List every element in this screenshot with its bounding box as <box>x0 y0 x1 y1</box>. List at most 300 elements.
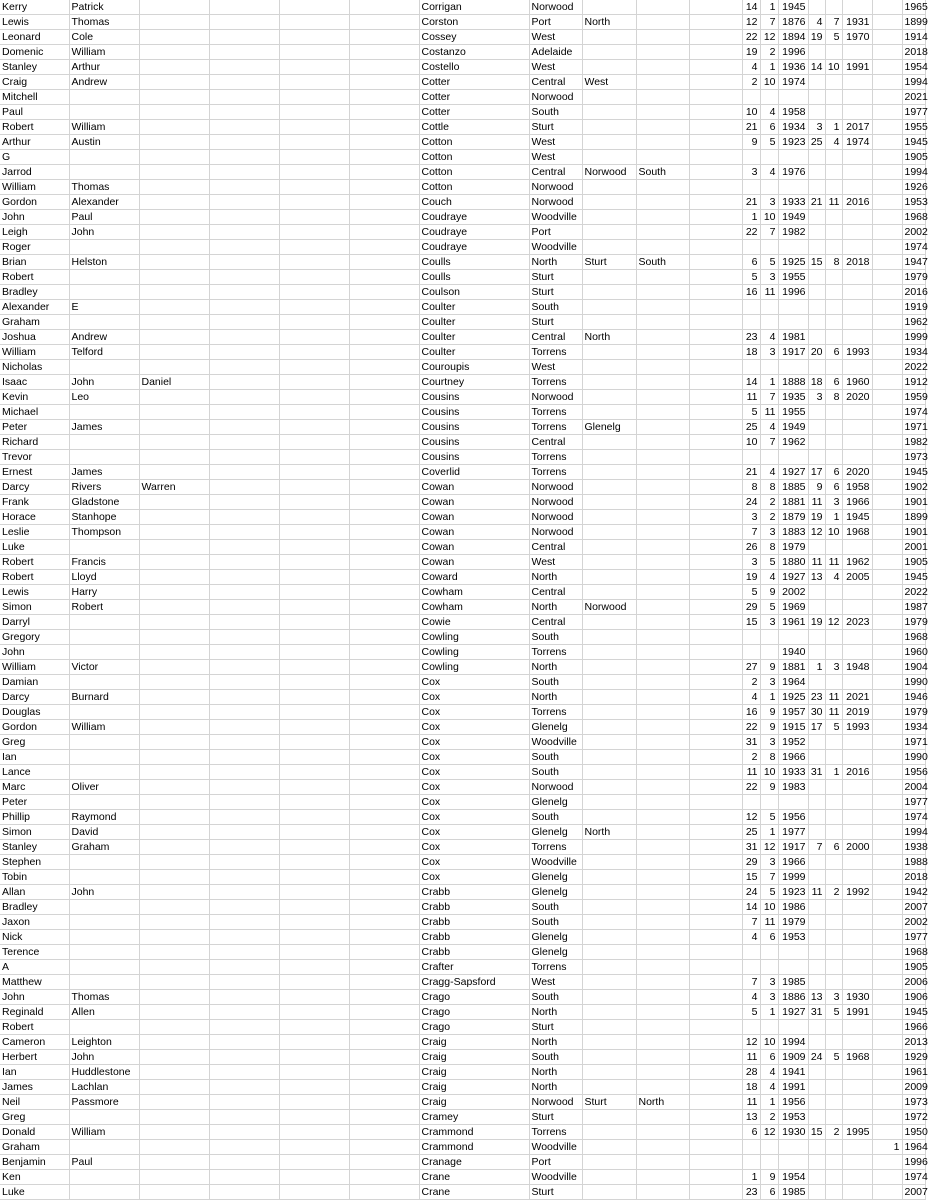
cell[interactable]: Sturt <box>582 1095 636 1110</box>
cell[interactable]: Sturt <box>529 1020 582 1035</box>
cell[interactable]: 29 <box>742 855 760 870</box>
cell[interactable]: John <box>0 990 69 1005</box>
cell[interactable] <box>209 840 279 855</box>
cell[interactable] <box>139 810 209 825</box>
cell[interactable]: 4 <box>760 105 778 120</box>
cell[interactable]: John <box>69 1050 139 1065</box>
cell[interactable] <box>209 90 279 105</box>
cell[interactable]: 1994 <box>778 1035 808 1050</box>
cell[interactable]: Richard <box>0 435 69 450</box>
cell[interactable]: 1930 <box>778 1125 808 1140</box>
cell[interactable] <box>872 375 902 390</box>
cell[interactable] <box>778 1155 808 1170</box>
cell[interactable] <box>842 1035 872 1050</box>
cell[interactable] <box>825 900 842 915</box>
cell[interactable] <box>209 375 279 390</box>
cell[interactable]: 11 <box>742 1095 760 1110</box>
cell[interactable] <box>689 330 742 345</box>
cell[interactable] <box>279 465 349 480</box>
cell[interactable] <box>636 840 689 855</box>
cell[interactable] <box>760 945 778 960</box>
cell[interactable]: Greg <box>0 735 69 750</box>
cell[interactable]: South <box>529 105 582 120</box>
cell[interactable]: 4 <box>742 930 760 945</box>
cell[interactable] <box>808 150 825 165</box>
cell[interactable]: 1 <box>825 765 842 780</box>
cell[interactable] <box>825 750 842 765</box>
cell[interactable] <box>209 540 279 555</box>
cell[interactable]: Cottle <box>419 120 529 135</box>
cell[interactable] <box>636 1125 689 1140</box>
cell[interactable] <box>636 1080 689 1095</box>
cell[interactable] <box>808 1095 825 1110</box>
cell[interactable] <box>209 195 279 210</box>
cell[interactable]: 14 <box>742 0 760 15</box>
cell[interactable] <box>778 90 808 105</box>
cell[interactable] <box>872 945 902 960</box>
cell[interactable] <box>139 600 209 615</box>
cell[interactable] <box>279 390 349 405</box>
cell[interactable]: John <box>69 375 139 390</box>
cell[interactable] <box>582 765 636 780</box>
cell[interactable] <box>808 600 825 615</box>
cell[interactable]: 30 <box>808 705 825 720</box>
cell[interactable]: Frank <box>0 495 69 510</box>
cell[interactable] <box>582 855 636 870</box>
cell[interactable] <box>139 270 209 285</box>
cell[interactable] <box>349 225 419 240</box>
cell[interactable] <box>69 1110 139 1125</box>
cell[interactable]: North <box>529 255 582 270</box>
cell[interactable] <box>209 225 279 240</box>
cell[interactable]: 1905 <box>902 150 925 165</box>
cell[interactable]: Luke <box>0 540 69 555</box>
cell[interactable] <box>349 1185 419 1200</box>
cell[interactable]: 5 <box>742 585 760 600</box>
cell[interactable] <box>349 165 419 180</box>
cell[interactable]: 1931 <box>842 15 872 30</box>
cell[interactable]: 2 <box>760 495 778 510</box>
cell[interactable] <box>279 765 349 780</box>
cell[interactable]: William <box>69 720 139 735</box>
cell[interactable] <box>349 300 419 315</box>
cell[interactable] <box>279 15 349 30</box>
cell[interactable]: Benjamin <box>0 1155 69 1170</box>
cell[interactable] <box>209 210 279 225</box>
cell[interactable] <box>842 1110 872 1125</box>
cell[interactable] <box>689 315 742 330</box>
cell[interactable] <box>209 435 279 450</box>
cell[interactable] <box>582 720 636 735</box>
cell[interactable]: 2001 <box>902 540 925 555</box>
cell[interactable]: 1987 <box>902 600 925 615</box>
cell[interactable] <box>139 945 209 960</box>
cell[interactable] <box>139 735 209 750</box>
cell[interactable] <box>689 165 742 180</box>
cell[interactable]: 11 <box>825 690 842 705</box>
cell[interactable]: Robert <box>69 600 139 615</box>
cell[interactable] <box>69 450 139 465</box>
cell[interactable] <box>825 735 842 750</box>
cell[interactable] <box>689 270 742 285</box>
cell[interactable]: 1964 <box>778 675 808 690</box>
cell[interactable] <box>742 945 760 960</box>
cell[interactable] <box>582 270 636 285</box>
cell[interactable]: 3 <box>825 660 842 675</box>
cell[interactable] <box>349 465 419 480</box>
cell[interactable]: 1965 <box>902 0 925 15</box>
cell[interactable] <box>689 735 742 750</box>
cell[interactable] <box>808 1140 825 1155</box>
cell[interactable]: 5 <box>742 270 760 285</box>
cell[interactable]: 12 <box>742 15 760 30</box>
cell[interactable] <box>842 435 872 450</box>
cell[interactable] <box>636 75 689 90</box>
cell[interactable]: Francis <box>69 555 139 570</box>
cell[interactable]: Coulter <box>419 315 529 330</box>
cell[interactable] <box>139 1020 209 1035</box>
cell[interactable] <box>636 120 689 135</box>
cell[interactable] <box>209 285 279 300</box>
cell[interactable] <box>760 450 778 465</box>
cell[interactable] <box>279 975 349 990</box>
cell[interactable]: 1948 <box>842 660 872 675</box>
cell[interactable] <box>139 390 209 405</box>
cell[interactable] <box>279 1155 349 1170</box>
cell[interactable] <box>279 345 349 360</box>
cell[interactable] <box>872 435 902 450</box>
cell[interactable]: 1926 <box>902 180 925 195</box>
cell[interactable] <box>582 540 636 555</box>
cell[interactable]: Thomas <box>69 15 139 30</box>
cell[interactable] <box>279 105 349 120</box>
cell[interactable] <box>69 405 139 420</box>
cell[interactable] <box>636 435 689 450</box>
cell[interactable]: Glenelg <box>582 420 636 435</box>
cell[interactable] <box>139 495 209 510</box>
cell[interactable]: 1930 <box>842 990 872 1005</box>
cell[interactable] <box>279 495 349 510</box>
cell[interactable] <box>69 765 139 780</box>
cell[interactable] <box>842 735 872 750</box>
cell[interactable] <box>279 180 349 195</box>
cell[interactable]: 4 <box>825 570 842 585</box>
cell[interactable]: 1979 <box>778 915 808 930</box>
cell[interactable] <box>842 225 872 240</box>
cell[interactable]: 1974 <box>902 810 925 825</box>
cell[interactable] <box>582 120 636 135</box>
cell[interactable]: Norwood <box>529 510 582 525</box>
cell[interactable] <box>808 1065 825 1080</box>
cell[interactable] <box>139 405 209 420</box>
cell[interactable]: 5 <box>760 600 778 615</box>
cell[interactable] <box>872 1155 902 1170</box>
cell[interactable]: 1925 <box>778 690 808 705</box>
cell[interactable]: James <box>69 465 139 480</box>
cell[interactable] <box>636 720 689 735</box>
cell[interactable] <box>825 180 842 195</box>
cell[interactable] <box>778 360 808 375</box>
cell[interactable]: North <box>529 690 582 705</box>
cell[interactable] <box>808 540 825 555</box>
cell[interactable]: 1901 <box>902 495 925 510</box>
cell[interactable] <box>760 1020 778 1035</box>
cell[interactable]: Paul <box>69 210 139 225</box>
cell[interactable]: Robert <box>0 270 69 285</box>
cell[interactable] <box>808 780 825 795</box>
cell[interactable] <box>689 180 742 195</box>
cell[interactable] <box>139 960 209 975</box>
cell[interactable]: 10 <box>760 210 778 225</box>
cell[interactable] <box>209 1155 279 1170</box>
cell[interactable] <box>349 540 419 555</box>
cell[interactable] <box>582 450 636 465</box>
cell[interactable]: 7 <box>742 525 760 540</box>
cell[interactable] <box>825 45 842 60</box>
cell[interactable]: South <box>529 630 582 645</box>
cell[interactable]: 1899 <box>902 510 925 525</box>
cell[interactable]: North <box>529 660 582 675</box>
cell[interactable] <box>279 990 349 1005</box>
cell[interactable] <box>349 1170 419 1185</box>
cell[interactable]: Gordon <box>0 195 69 210</box>
cell[interactable]: 13 <box>808 990 825 1005</box>
cell[interactable] <box>689 150 742 165</box>
cell[interactable]: 1966 <box>842 495 872 510</box>
cell[interactable]: 1953 <box>902 195 925 210</box>
cell[interactable] <box>279 90 349 105</box>
cell[interactable]: 4 <box>742 60 760 75</box>
cell[interactable] <box>582 510 636 525</box>
cell[interactable] <box>582 840 636 855</box>
cell[interactable] <box>825 1110 842 1125</box>
cell[interactable] <box>808 915 825 930</box>
cell[interactable] <box>349 15 419 30</box>
cell[interactable]: Arthur <box>0 135 69 150</box>
cell[interactable]: 1961 <box>778 615 808 630</box>
cell[interactable]: 2013 <box>902 1035 925 1050</box>
cell[interactable] <box>582 735 636 750</box>
cell[interactable]: 31 <box>742 840 760 855</box>
cell[interactable]: Ian <box>0 1065 69 1080</box>
cell[interactable] <box>636 990 689 1005</box>
cell[interactable] <box>279 870 349 885</box>
cell[interactable]: 9 <box>760 705 778 720</box>
cell[interactable]: 23 <box>742 330 760 345</box>
cell[interactable] <box>139 780 209 795</box>
cell[interactable]: Gordon <box>0 720 69 735</box>
cell[interactable]: Cousins <box>419 390 529 405</box>
cell[interactable] <box>279 1080 349 1095</box>
cell[interactable] <box>209 735 279 750</box>
cell[interactable] <box>872 390 902 405</box>
cell[interactable]: 1969 <box>778 600 808 615</box>
cell[interactable] <box>69 1170 139 1185</box>
cell[interactable]: 3 <box>760 195 778 210</box>
cell[interactable]: Glenelg <box>529 720 582 735</box>
cell[interactable] <box>139 645 209 660</box>
cell[interactable]: 3 <box>760 525 778 540</box>
cell[interactable] <box>636 300 689 315</box>
cell[interactable] <box>69 900 139 915</box>
cell[interactable] <box>279 1140 349 1155</box>
cell[interactable] <box>689 1095 742 1110</box>
cell[interactable] <box>636 0 689 15</box>
cell[interactable] <box>349 480 419 495</box>
cell[interactable] <box>825 540 842 555</box>
cell[interactable]: 2 <box>742 675 760 690</box>
cell[interactable]: 22 <box>742 30 760 45</box>
cell[interactable] <box>349 135 419 150</box>
cell[interactable]: Cox <box>419 765 529 780</box>
cell[interactable] <box>760 1140 778 1155</box>
cell[interactable] <box>139 1005 209 1020</box>
cell[interactable]: 1962 <box>842 555 872 570</box>
cell[interactable] <box>582 570 636 585</box>
cell[interactable]: Courtney <box>419 375 529 390</box>
cell[interactable] <box>808 90 825 105</box>
cell[interactable] <box>279 0 349 15</box>
cell[interactable] <box>209 765 279 780</box>
cell[interactable] <box>279 900 349 915</box>
cell[interactable]: 21 <box>742 195 760 210</box>
cell[interactable]: 1881 <box>778 660 808 675</box>
cell[interactable] <box>279 1110 349 1125</box>
cell[interactable]: 1946 <box>902 690 925 705</box>
cell[interactable]: 8 <box>825 390 842 405</box>
cell[interactable] <box>842 1020 872 1035</box>
cell[interactable]: 1966 <box>778 750 808 765</box>
cell[interactable]: 1958 <box>778 105 808 120</box>
cell[interactable]: Cox <box>419 720 529 735</box>
cell[interactable]: 10 <box>742 105 760 120</box>
cell[interactable] <box>69 165 139 180</box>
cell[interactable]: Thomas <box>69 990 139 1005</box>
cell[interactable] <box>842 330 872 345</box>
cell[interactable]: 1972 <box>902 1110 925 1125</box>
cell[interactable]: South <box>529 675 582 690</box>
cell[interactable] <box>139 885 209 900</box>
cell[interactable] <box>209 1005 279 1020</box>
cell[interactable] <box>582 180 636 195</box>
cell[interactable]: Crabb <box>419 900 529 915</box>
cell[interactable] <box>582 345 636 360</box>
cell[interactable]: David <box>69 825 139 840</box>
cell[interactable]: North <box>529 1080 582 1095</box>
cell[interactable]: Torrens <box>529 840 582 855</box>
cell[interactable]: 1990 <box>902 675 925 690</box>
cell[interactable] <box>139 900 209 915</box>
cell[interactable]: 1966 <box>902 1020 925 1035</box>
cell[interactable] <box>872 225 902 240</box>
cell[interactable]: 2 <box>760 510 778 525</box>
cell[interactable] <box>808 0 825 15</box>
cell[interactable]: 1917 <box>778 345 808 360</box>
cell[interactable] <box>69 675 139 690</box>
cell[interactable]: Neil <box>0 1095 69 1110</box>
cell[interactable]: 6 <box>742 1125 760 1140</box>
cell[interactable] <box>808 735 825 750</box>
cell[interactable]: E <box>69 300 139 315</box>
cell[interactable]: 9 <box>760 1170 778 1185</box>
cell[interactable]: 1993 <box>842 720 872 735</box>
cell[interactable] <box>139 690 209 705</box>
cell[interactable] <box>825 645 842 660</box>
cell[interactable] <box>689 750 742 765</box>
cell[interactable]: 1934 <box>902 720 925 735</box>
cell[interactable] <box>636 210 689 225</box>
cell[interactable] <box>209 795 279 810</box>
cell[interactable] <box>582 60 636 75</box>
cell[interactable] <box>808 945 825 960</box>
cell[interactable] <box>139 990 209 1005</box>
cell[interactable]: 11 <box>808 555 825 570</box>
cell[interactable] <box>209 885 279 900</box>
cell[interactable]: Trevor <box>0 450 69 465</box>
cell[interactable] <box>69 1020 139 1035</box>
cell[interactable] <box>349 1110 419 1125</box>
cell[interactable]: 1979 <box>902 705 925 720</box>
cell[interactable] <box>139 345 209 360</box>
cell[interactable]: 1894 <box>778 30 808 45</box>
cell[interactable] <box>808 825 825 840</box>
cell[interactable]: Leslie <box>0 525 69 540</box>
cell[interactable] <box>349 765 419 780</box>
cell[interactable] <box>636 1050 689 1065</box>
cell[interactable] <box>279 195 349 210</box>
cell[interactable]: 11 <box>742 765 760 780</box>
cell[interactable] <box>582 900 636 915</box>
cell[interactable]: Crammond <box>419 1125 529 1140</box>
cell[interactable]: 1958 <box>842 480 872 495</box>
cell[interactable]: 1988 <box>902 855 925 870</box>
cell[interactable]: 1994 <box>902 75 925 90</box>
cell[interactable]: 9 <box>808 480 825 495</box>
cell[interactable] <box>279 570 349 585</box>
cell[interactable] <box>349 990 419 1005</box>
cell[interactable]: Cossey <box>419 30 529 45</box>
cell[interactable] <box>760 960 778 975</box>
cell[interactable]: 4 <box>742 990 760 1005</box>
cell[interactable] <box>842 1080 872 1095</box>
cell[interactable] <box>279 930 349 945</box>
cell[interactable]: Patrick <box>69 0 139 15</box>
cell[interactable] <box>872 330 902 345</box>
cell[interactable] <box>209 675 279 690</box>
cell[interactable]: 1940 <box>778 645 808 660</box>
cell[interactable] <box>279 375 349 390</box>
cell[interactable]: 1996 <box>902 1155 925 1170</box>
cell[interactable] <box>636 135 689 150</box>
cell[interactable] <box>808 330 825 345</box>
cell[interactable] <box>349 720 419 735</box>
cell[interactable] <box>808 1020 825 1035</box>
cell[interactable] <box>689 435 742 450</box>
cell[interactable]: Central <box>529 540 582 555</box>
cell[interactable] <box>69 1140 139 1155</box>
cell[interactable]: 1974 <box>778 75 808 90</box>
cell[interactable]: 18 <box>742 345 760 360</box>
cell[interactable] <box>582 975 636 990</box>
cell[interactable]: 11 <box>742 1050 760 1065</box>
cell[interactable] <box>139 570 209 585</box>
cell[interactable] <box>279 150 349 165</box>
cell[interactable] <box>209 1035 279 1050</box>
cell[interactable] <box>872 150 902 165</box>
cell[interactable]: 3 <box>742 555 760 570</box>
cell[interactable] <box>349 555 419 570</box>
cell[interactable]: Graham <box>0 1140 69 1155</box>
